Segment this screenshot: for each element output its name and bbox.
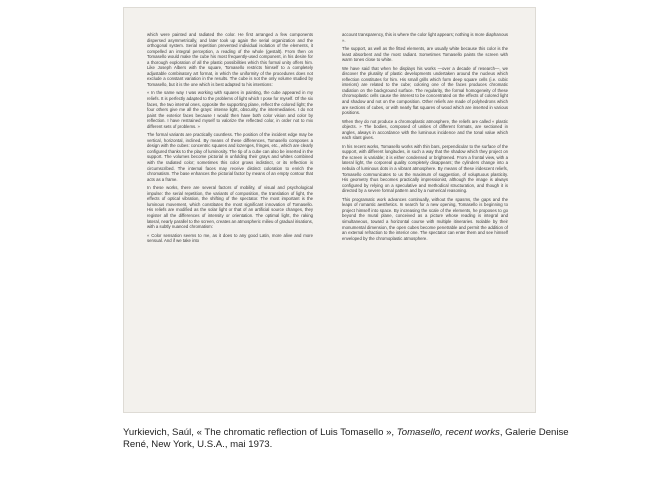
right-paragraph-4: When they do not produce a chromoplastic atmosphere, the reliefs are called « plastic objects. » The bodies, composed of unities of different formats, are sectioned in angles, always in accordance with the luminous incidence and the tonal value which each slant gives. [342, 118, 508, 141]
image-caption [123, 427, 583, 452]
right-paragraph-1: account transparency, this is where the color light appears; nothing is more diaphanous ». [342, 32, 508, 43]
right-text-column [342, 32, 508, 244]
left-text-column [147, 32, 313, 247]
caption-citation-start: Yurkievich, Saúl, « The chromatic reflection of Luis Tomasello », [123, 427, 397, 438]
left-paragraph-4: In these works, there are several factors of mobility, of visual and psychological impulse: the serial repetition, the variants of composition, the translation of light, the effects of optical vibration, the shifting of the spectator. The most important is the luminous movement, which constitutes the most significant innovation of Tomasello. His reliefs are modified as the solar light or that of an artificial source changes, they register all the differences of intensity or orientation. The optimal light, the raking lateral, nearly parallel to the screen, creates an atmospheric milieu of gradual irisations, with a subtly nuanced chromatism: [147, 185, 313, 230]
right-paragraph-2: The support, as well as the fitted elements, are usually white because this color is the least absorbent and the most radiant. Sometimes Tomasello paints the screen with warm tones close to white. [342, 46, 508, 63]
right-paragraph-3: We have said that when he displays his works —over a decade of research—, we discover the plurality of plastic developments undertaken around the nucleus which reflection constitutes for him. His small grills which form deep square cells (i.e. cubic interiors) are related to the cube; coloring one of the faces produces chromatic radiation on the background surface. The regularity, the formal homogeneity of these chromoplastic cells cause the interest to be concentrated on the effects of colored light and shadow and not on the composition. Other reliefs are made of polyhedrons which are sections of cubes, or with nearly flat squares of wood which are inserted in various positions. [342, 65, 508, 116]
left-paragraph-1: which were painted and radiated the color. He first arranged a few components dispersed asymmetrically, and later took up again the serial organization and the orthogonal system. Serial repetition prevented individual isolation of the elements, it compelled an integral perception, a reading of the whole (gestalt). From then on Tomasello would make the cube his most frequently-used component, in his desire for a thorough exploration of all the plastic possibilities which this formal unity offers him. Like Joseph Albers with the square, Tomasello restricts himself to a completely adjustable combinatory art format, in which the uniformity of the procedures does not exclude a constant variation in the results. The cube is not the only volume studied by Tomasello, but it is the one which is best adapted to his intentions: [147, 32, 313, 87]
right-paragraph-6: This programatic work advances continually, without the spasms, the gaps and the leaps of romantic aesthetics. In search for a new opening, Tomasello is beginning to project himself into space. By increasing the scale of the elements, he proposes to go beyond the mural plane, conceived as a picture whose reading is integral and simultaneous, toward a horizontal course with multiple itineraries. Isolable by their monumental dimension, the open cubes become penetrable and permit the addition of an external refraction to the interior one. The spectator can enter them and see himself enveloped by the chromoplastic atmosphere. [342, 196, 508, 241]
caption-publication-title: Tomasello, recent works [396, 427, 500, 438]
left-paragraph-3: The formal variants are practically countless. The position of the incident edge may be vertical, horizontal, inclined. By means of these differences, Tomasello composes a design with the cubes: concentric squares and lozenges, fringes, etc., which are clearly configured thanks to the play of luminosity. The tip of a cube can also be inserted in the support. The volumes become pictorial in unfolding their grays and whites combined with the radiated color; sometimes this color grows indistinct, or its reflection is circumscribed. The internal faces may receive distinct coloration to enrich the chromatism. The base enhances the pictorial factor by means of an empty contour that acts as a frame. [147, 132, 313, 182]
caption-citation-end: , Galerie Denise René, New York, U.S.A., mai 1973. [123, 427, 569, 451]
left-paragraph-2: « In the same way I was working with squares in painting, the cube appeared in my reliefs. It is perfectly adapted to the problems of light which I pose for myself. Of the six faces, the two internal ones, opposite the supporting plane, reflect the colored light; the four others give me all the grays: intense light, obscurity, the intermediaries. I do not paint the exterior faces because I would then have both color vision and color by reflection. I have restrained myself to valorize the reflected color, in order not to mix different sets of problems. » [147, 90, 313, 129]
left-paragraph-5: « Color sensation seems to me, as it does to any good Latin, more alive and more sensual. And if we take into [147, 232, 313, 244]
scanned-document-page [124, 8, 535, 412]
right-paragraph-5: In his recent works, Tomasello works with thin bars, perpendicular to the surface of the support, with different longitudes, in such a way that the shadow which they project on the screen is variable; it is either condensed or brightened. From a frontal view, with a lateral light, the corporeal quality completely disappears; the cylinders change into a nebula of luminous dots in a vibrant atmosphere. By means of these iridescent reliefs, Tomasello communicates to us the maximum of suggestion, of voluptuous plasticity. His geometry thus becomes practically impressionist, although the image is always configured by relying on a speculative and methodical structuration, and though it is directed by a severe formal pattern and by a numerical reasoning. [342, 143, 508, 194]
